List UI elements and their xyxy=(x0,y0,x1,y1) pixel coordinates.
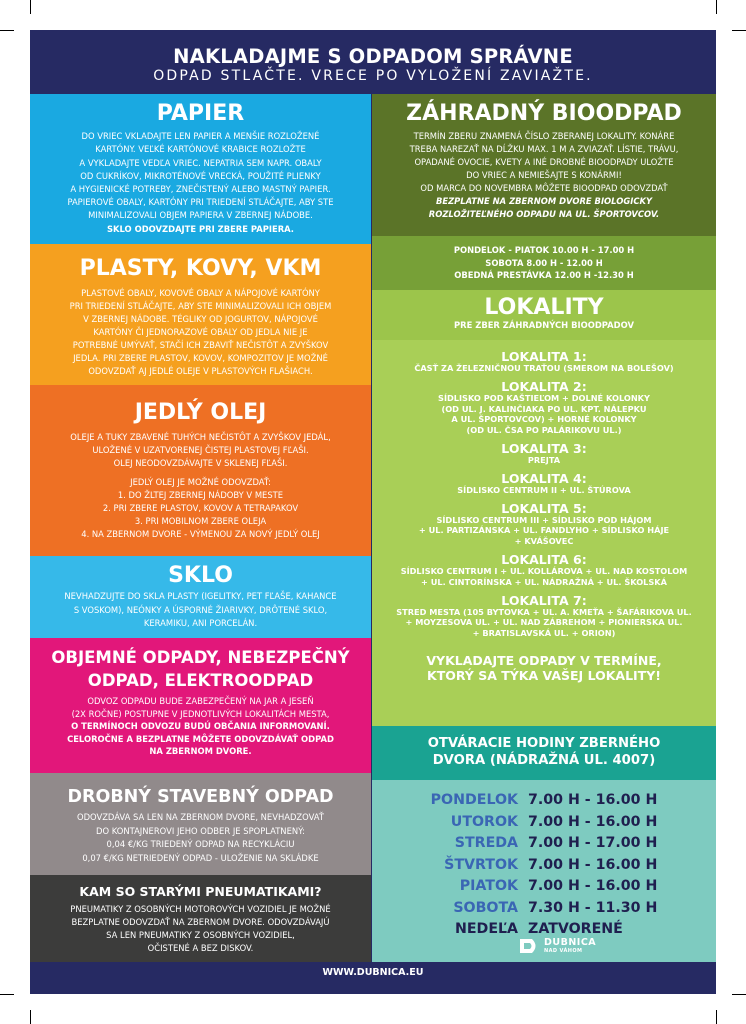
list-item: LOKALITA 6: SÍDLISKO CENTRUM I + UL. KOLLÁROVA + UL. NAD KOSTOLOM + UL. CINTORÍNSKA + UL. NÁDRAŽNÁ + UL. ŠKOLSKÁ xyxy=(400,551,688,587)
crop-mark xyxy=(732,994,746,995)
bioodpad-hours: PONDELOK - PIATOK 10.00 H - 17.00 H SOBOTA 8.00 H - 12.00 H OBEDNÁ PRESTÁVKA 12.00 H -12.30 H xyxy=(372,236,716,290)
section-text: ODOVZDÁVA SA LEN NA ZBERNOM DVORE, NEVHADZOVAŤ DO KONTAJNEROVI JEHO ODBER JE SPOPLATNENÝ: 0,04 €/KG TRIEDENÝ ODPAD NA RECYKLÁCIU 0,07 €/KG NETRIEDENÝ ODPAD - ULOŽENIE NA SKLÁDKE xyxy=(76,812,324,863)
list-item: LOKALITA 5: SÍDLISKO CENTRUM III + SÍDLISKO POD HÁJOM + UL. PARTIZÁNSKA + UL. FANDLYHO + SÍDLISKO HÁJE + KVÁŠOVEC xyxy=(418,500,670,547)
opening-hours-table xyxy=(426,790,663,941)
section-zahradny-bioodpad xyxy=(372,94,716,236)
table-row: UTOROK 7.00 H - 16.00 H xyxy=(450,813,658,830)
poster xyxy=(30,30,716,994)
section-title: PLASTY, KOVY, VKM xyxy=(79,256,322,281)
crop-mark xyxy=(30,0,31,14)
section-text: PLASTOVÉ OBALY, KOVOVÉ OBALY A NÁPOJOVÉ KARTÓNY PRI TRIEDENÍ STLÁČAJTE, ABY STE MINIMALIZOVALI ICH OBJEM V ZBERNEJ NÁDOBE. TÉGLIKY OD JOGURTOV, NÁPOJOVÉ KARTÓNY ČI JEDNORAZOVÉ OBALY OD JEDLA NIE JE POTREBNÉ UMÝVAŤ, STAČÍ ICH ZBAVIŤ NEČISTÔT A ZVYŠKOV JEDLA. PRI ZBERE PLASTOV, KOVOV, KOMPOZITOV JE MOŽNÉ ODOVZDAŤ AJ JEDLÉ OLEJE V PLASTOVÝCH FLAŠIACH. xyxy=(69,288,332,377)
section-text: NEVHADZUJTE DO SKLA PLASTY (IGELITKY, PET FĽAŠE, KAHANCE S VOSKOM), NEÓNKY A ÚSPORNÉ ŽIARIVKY, DRÔTENÉ SKLO, KERAMIKU, ANI PORCELÁN. xyxy=(64,591,337,629)
crop-mark xyxy=(716,0,717,14)
table-row: STREDA 7.00 H - 17.00 H xyxy=(454,835,658,851)
section-title: PAPIER xyxy=(156,101,245,126)
zberny-dvor-title: OTVÁRACIE HODINY ZBERNÉHO DVORA (NÁDRAŽNÁ UL. 4007) xyxy=(372,726,716,780)
footer-url: WWW.DUBNICA.EU xyxy=(322,967,424,978)
crop-mark xyxy=(30,1010,31,1024)
list-item: LOKALITA 7: STRED MESTA (105 BYTOVKA + UL. A. KMEŤA + ŠAFÁRIKOVA UL. + MOYZESOVA UL. + UL. NAD ZÁBREHOM + PIONIERSKA UL. + BRATISLAVSKÁ UL. + ORION) xyxy=(396,592,692,639)
section-text: ODVOZ ODPADU BUDE ZABEZPEČENÝ NA JAR A JESEŇ (2X ROČNE) POSTUPNE V JEDNOTLIVÝCH LOKALITÁCH MESTA, O TERMÍNOCH ODVOZU BUDÚ OBČANIA INFORMOVANÍ. CELOROČNE A BEZPLATNE MÔŽETE ODOVZDÁVAŤ ODPAD NA ZBERNOM DVORE. xyxy=(67,696,334,757)
list-item: LOKALITA 4: SÍDLISKO CENTRUM II + UL. ŠTÚROVA xyxy=(457,470,631,495)
section-stavebny-odpad xyxy=(30,773,371,875)
list-item: LOKALITA 2: SÍDLISKO POD KAŠTIEĽOM + DOLNÉ KOLONKY (OD UL. J. KALINČIAKA PO UL. KPT. NÁLEPKU A UL. ŠPORTOVCOV) + HORNÉ KOLONKY (OD UL. ČSA PO PALÁRIKOVU UL.) xyxy=(438,378,650,436)
crop-mark xyxy=(716,1010,717,1024)
section-papier xyxy=(30,94,371,244)
section-title: LOKALITY xyxy=(484,295,604,320)
oil-collection-list: JEDLÝ OLEJ JE MOŽNÉ ODOVZDAŤ: 1. DO ŽLTEJ ZBERNEJ NÁDOBY V MESTE 2. PRI ZBERE PLASTOV, KOVOV A TETRAPAKOV 3. PRI MOBILNOM ZBERE OLEJA 4. NA ZBERNOM DVORE - VÝMENOU ZA NOVÝ JEDLÝ OLEJ xyxy=(81,477,320,540)
section-text: OLEJE A TUKY ZBAVENÉ TUHÝCH NEČISTÔT A ZVYŠKOV JEDÁL, ULOŽENÉ V UZATVORENEJ ČISTEJ PLASTOVEJ FĽAŠI. OLEJ NEODOVZDÁVAJTE V SKLENEJ FĽAŠI. xyxy=(70,432,331,469)
logo-subtext: NAD VÁHOM xyxy=(544,948,583,954)
section-title: ZÁHRADNÝ BIOODPAD xyxy=(406,101,682,126)
lokality-header xyxy=(372,290,716,340)
section-jedly-olej xyxy=(30,385,371,556)
section-title: DROBNÝ STAVEBNÝ ODPAD xyxy=(67,787,334,807)
table-row: ŠTVRTOK 7.00 H - 16.00 H xyxy=(444,856,658,873)
table-row: PONDELOK 7.00 H - 16.00 H xyxy=(430,792,658,808)
section-text: DO VRIEC VKLADAJTE LEN PAPIER A MENŠIE ROZLOŽENÉ KARTÓNY. VEĽKÉ KARTÓNOVÉ KRABICE ROZLOŽTE A VYKLADAJTE VEDĽA VRIEC. NEPATRIA SEM NAPR. OBALY OD CUKRÍKOV, MIKROTÉNOVÉ VRECKÁ, POUŽITÉ PLIENKY A HYGIENICKÉ POTREBY, ZNEČISTENÝ ALEBO MASTNÝ PAPIER. PAPIEROVÉ OBALY, KARTÓNY PRI TRIEDENÍ STLÁČAJTE, ABY STE MINIMALIZOVALI OBJEM PAPIERA V ZBERNEJ NÁDOBE. SKLO ODOVZDAJTE PRI ZBERE PAPIERA. xyxy=(67,131,334,234)
lokality-note: VYKLADAJTE ODPADY V TERMÍNE, KTORÝ SA TÝKA VAŠEJ LOKALITY! xyxy=(426,652,662,683)
section-objemne-odpady xyxy=(30,638,371,773)
section-title: SKLO xyxy=(168,563,233,588)
crop-mark xyxy=(0,994,14,995)
list-item: LOKALITA 1: ČASŤ ZA ŽELEZNIČNOU TRAŤOU (SMEROM NA BOLEŠOV) xyxy=(414,349,674,373)
table-row: SOBOTA 7.30 H - 11.30 H xyxy=(453,899,658,916)
page-subtitle: ODPAD STLAČTE. VRECE PO VYLOŽENÍ ZAVIAŽTE. xyxy=(153,68,593,84)
section-subtitle: PRE ZBER ZÁHRADNÝCH BIOODPADOV xyxy=(454,320,634,331)
section-text: TERMÍN ZBERU ZNAMENÁ ČÍSLO ZBERANEJ LOKALITY. KONÁRE TREBA NAREZAŤ NA DĹŽKU MAX. 1 M A ZVIAZAŤ. LÍSTIE, TRÁVU, OPADANÉ OVOCIE, KVETY A INÉ DROBNÉ BIOODPADY ULOŽTE DO VRIEC A NEMIEŠAJTE S KONÁRMI! OD MARCA DO NOVEMBRA MÔŽETE BIOODPAD ODOVZDAŤ BEZPLATNE NA ZBERNOM DVORE BIOLOGICKY ROZLOŽITEĽNÉHO ODPADU NA UL. ŠPORTOVCOV. xyxy=(409,131,679,220)
list-item: LOKALITA 3: PREJTA xyxy=(501,440,587,465)
zberny-dvor-hours xyxy=(372,780,716,962)
lokality-list xyxy=(372,340,716,726)
section-title: JEDLÝ OLEJ xyxy=(134,400,267,425)
section-text: PNEUMATIKY Z OSOBNÝCH MOTOROVÝCH VOZIDIEL JE MOŽNÉ BEZPLATNE ODOVZDAŤ NA ZBERNOM DVORE. ODOVZDÁVAJÚ SA LEN PNEUMATIKY Z OSOBNÝCH VOZIDIEL, OČISTENÉ A BEZ DISKOV. xyxy=(70,903,331,953)
dubnica-logo-icon xyxy=(518,936,540,956)
dubnica-logo xyxy=(518,936,638,958)
table-row: PIATOK 7.00 H - 16.00 H xyxy=(459,878,658,894)
poster-header xyxy=(30,30,716,94)
logo-text: DUBNICA xyxy=(544,937,597,948)
section-title: KAM SO STARÝMI PNEUMATIKAMI? xyxy=(79,884,322,899)
page-title: NAKLADAJME S ODPADOM SPRÁVNE xyxy=(173,45,573,68)
section-title: OBJEMNÉ ODPADY, NEBEZPEČNÝ ODPAD, ELEKTROODPAD xyxy=(51,648,350,690)
section-sklo xyxy=(30,556,371,638)
table-row: NEDEĽA ZATVORENÉ xyxy=(454,921,623,937)
crop-mark xyxy=(732,30,746,31)
section-plasty xyxy=(30,244,371,385)
section-pneumatiky xyxy=(30,875,371,962)
crop-mark xyxy=(0,30,14,31)
